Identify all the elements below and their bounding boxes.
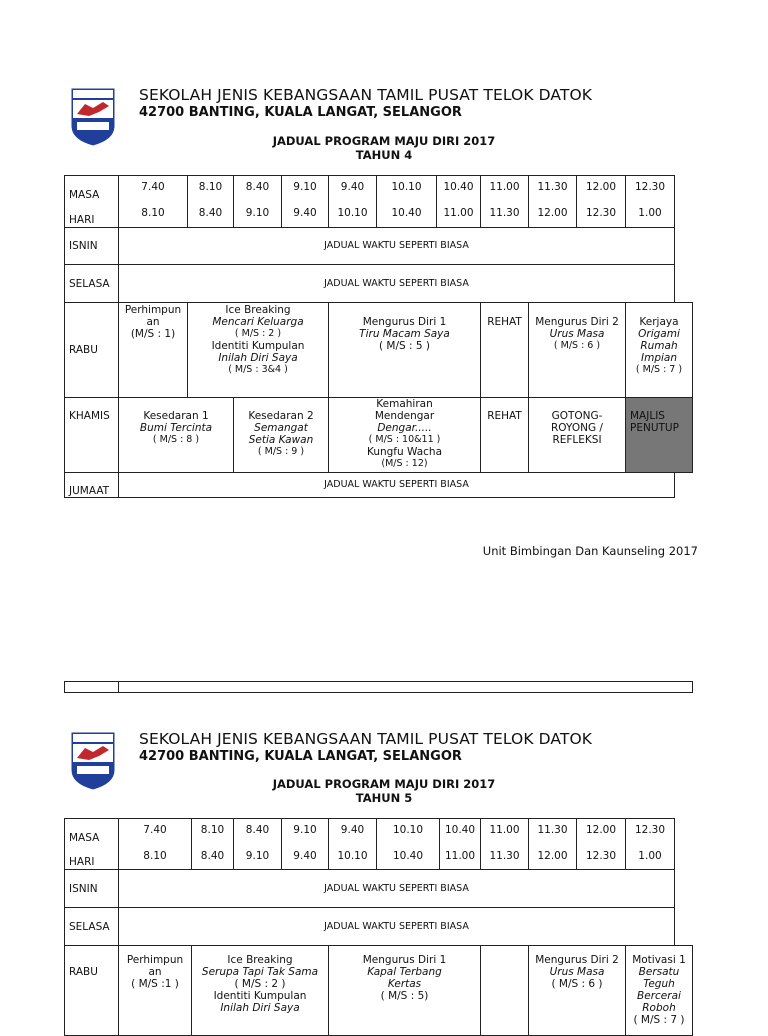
activity-cell: Mengurus Diri 1 Kapal Terbang Kertas ( M/S : 5) [329,946,481,1036]
time-cell: 10.10 10.40 [377,819,440,870]
selasa-label: SELASA [65,908,119,946]
activity-cell: Perhimpun an (M/S : 1) [119,303,188,398]
biasa-cell: JADUAL WAKTU SEPERTI BIASA [119,265,675,303]
jumaat-label: JUMAAT [65,473,119,498]
time-cell: 9.10 9.40 [282,176,329,228]
time-cell: 7.40 8.10 [119,176,188,228]
time-cell: 10.10 10.40 [377,176,437,228]
masa-label: MASA [69,832,100,844]
biasa-cell: JADUAL WAKTU SEPERTI BIASA [119,870,675,908]
timetable-tahun-5 [64,818,693,1036]
activity-cell: Kesedaran 2 Semangat Setia Kawan ( M/S : 9 ) [234,398,329,473]
time-cell: 8.40 9.10 [234,819,282,870]
rabu-label: RABU [65,303,119,398]
selasa-row [65,908,693,946]
biasa-cell: JADUAL WAKTU SEPERTI BIASA [119,908,675,946]
school-name: SEKOLAH JENIS KEBANGSAAN TAMIL PUSAT TELOK DATOK [139,86,593,104]
time-cell: 9.40 10.10 [329,176,377,228]
time-cell: 10.40 11.00 [437,176,481,228]
activity-cell: Ice Breaking Mencari Keluarga ( M/S : 2 ) Identiti Kumpulan Inilah Diri Saya ( M/S : 3&4 ) [188,303,329,398]
time-cell: 8.40 9.10 [234,176,282,228]
activity-cell: GOTONG- ROYONG / REFLEKSI [529,398,626,473]
schedule-title [0,777,768,805]
activity-cell: Mengurus Diri 1 Tiru Macam Saya ( M/S : 5 ) [329,303,481,398]
time-cell: 10.40 11.00 [440,819,481,870]
activity-cell: Perhimpun an ( M/S :1 ) [119,946,192,1036]
khamis-row [65,398,693,473]
title-line: JADUAL PROGRAM MAJU DIRI 2017 [272,777,496,791]
school-address: 42700 BANTING, KUALA LANGAT, SELANGOR [139,105,462,120]
activity-cell: Mengurus Diri 2 Urus Masa ( M/S : 6 ) [529,946,626,1036]
masa-label: MASA [69,189,100,201]
timetable-tahun-4 [64,175,693,498]
tahun-line: TAHUN 4 [355,148,413,162]
time-cell: 8.10 8.40 [188,176,234,228]
activity-cell: Mengurus Diri 2 Urus Masa ( M/S : 6 ) [529,303,626,398]
time-cell: 12.00 12.30 [577,819,626,870]
isnin-row [65,228,693,265]
time-cell: 12.30 1.00 [626,176,675,228]
rabu-row [65,303,693,398]
rabu-row [65,946,693,1036]
penutup-cell: MAJLIS PENUTUP [626,398,693,473]
isnin-row [65,870,693,908]
hari-label: HARI [69,856,95,868]
selasa-label: SELASA [65,265,119,303]
biasa-cell: JADUAL WAKTU SEPERTI BIASA [119,473,675,498]
time-cell: 11.30 12.00 [529,176,577,228]
time-cell: 12.30 1.00 [626,819,675,870]
rabu-label: RABU [65,946,119,1036]
jumaat-row [65,473,693,498]
time-cell: 12.00 12.30 [577,176,626,228]
isnin-label: ISNIN [65,870,119,908]
rehat-cell: REHAT [481,303,529,398]
time-cell: 9.10 9.40 [282,819,329,870]
isnin-label: ISNIN [65,228,119,265]
time-row [65,819,693,870]
biasa-cell: JADUAL WAKTU SEPERTI BIASA [119,228,675,265]
time-cell: 11.00 11.30 [481,176,529,228]
hari-label: HARI [69,214,95,226]
activity-cell: Kemahiran Mendengar Dengar..... ( M/S : 10&11 ) Kungfu Wacha (M/S : 12) [329,398,481,473]
footer-credit: Unit Bimbingan Dan Kaunseling 2017 [482,544,698,558]
school-address: 42700 BANTING, KUALA LANGAT, SELANGOR [139,749,462,764]
time-cell: 11.00 11.30 [481,819,529,870]
rehat-cell: REHAT [481,398,529,473]
title-line: JADUAL PROGRAM MAJU DIRI 2017 [272,134,496,148]
time-cell: 9.40 10.10 [329,819,377,870]
empty-cell [481,946,529,1036]
schedule-title [0,134,768,162]
tahun-line: TAHUN 5 [355,791,413,805]
time-row [65,176,693,228]
selasa-row [65,265,693,303]
activity-cell: Kesedaran 1 Bumi Tercinta ( M/S : 8 ) [119,398,234,473]
time-cell: 8.10 8.40 [192,819,234,870]
empty-divider-row [64,681,693,693]
time-cell: 7.40 8.10 [119,819,192,870]
activity-cell: Motivasi 1 Bersatu Teguh Bercerai Roboh ( M/S : 7 ) [626,946,693,1036]
activity-cell: Ice Breaking Serupa Tapi Tak Sama ( M/S : 2 ) Identiti Kumpulan Inilah Diri Saya [192,946,329,1036]
school-name: SEKOLAH JENIS KEBANGSAAN TAMIL PUSAT TELOK DATOK [139,730,593,748]
khamis-label: KHAMIS [65,398,119,473]
activity-cell: Kerjaya Origami Rumah Impian ( M/S : 7 ) [626,303,693,398]
time-cell: 11.30 12.00 [529,819,577,870]
